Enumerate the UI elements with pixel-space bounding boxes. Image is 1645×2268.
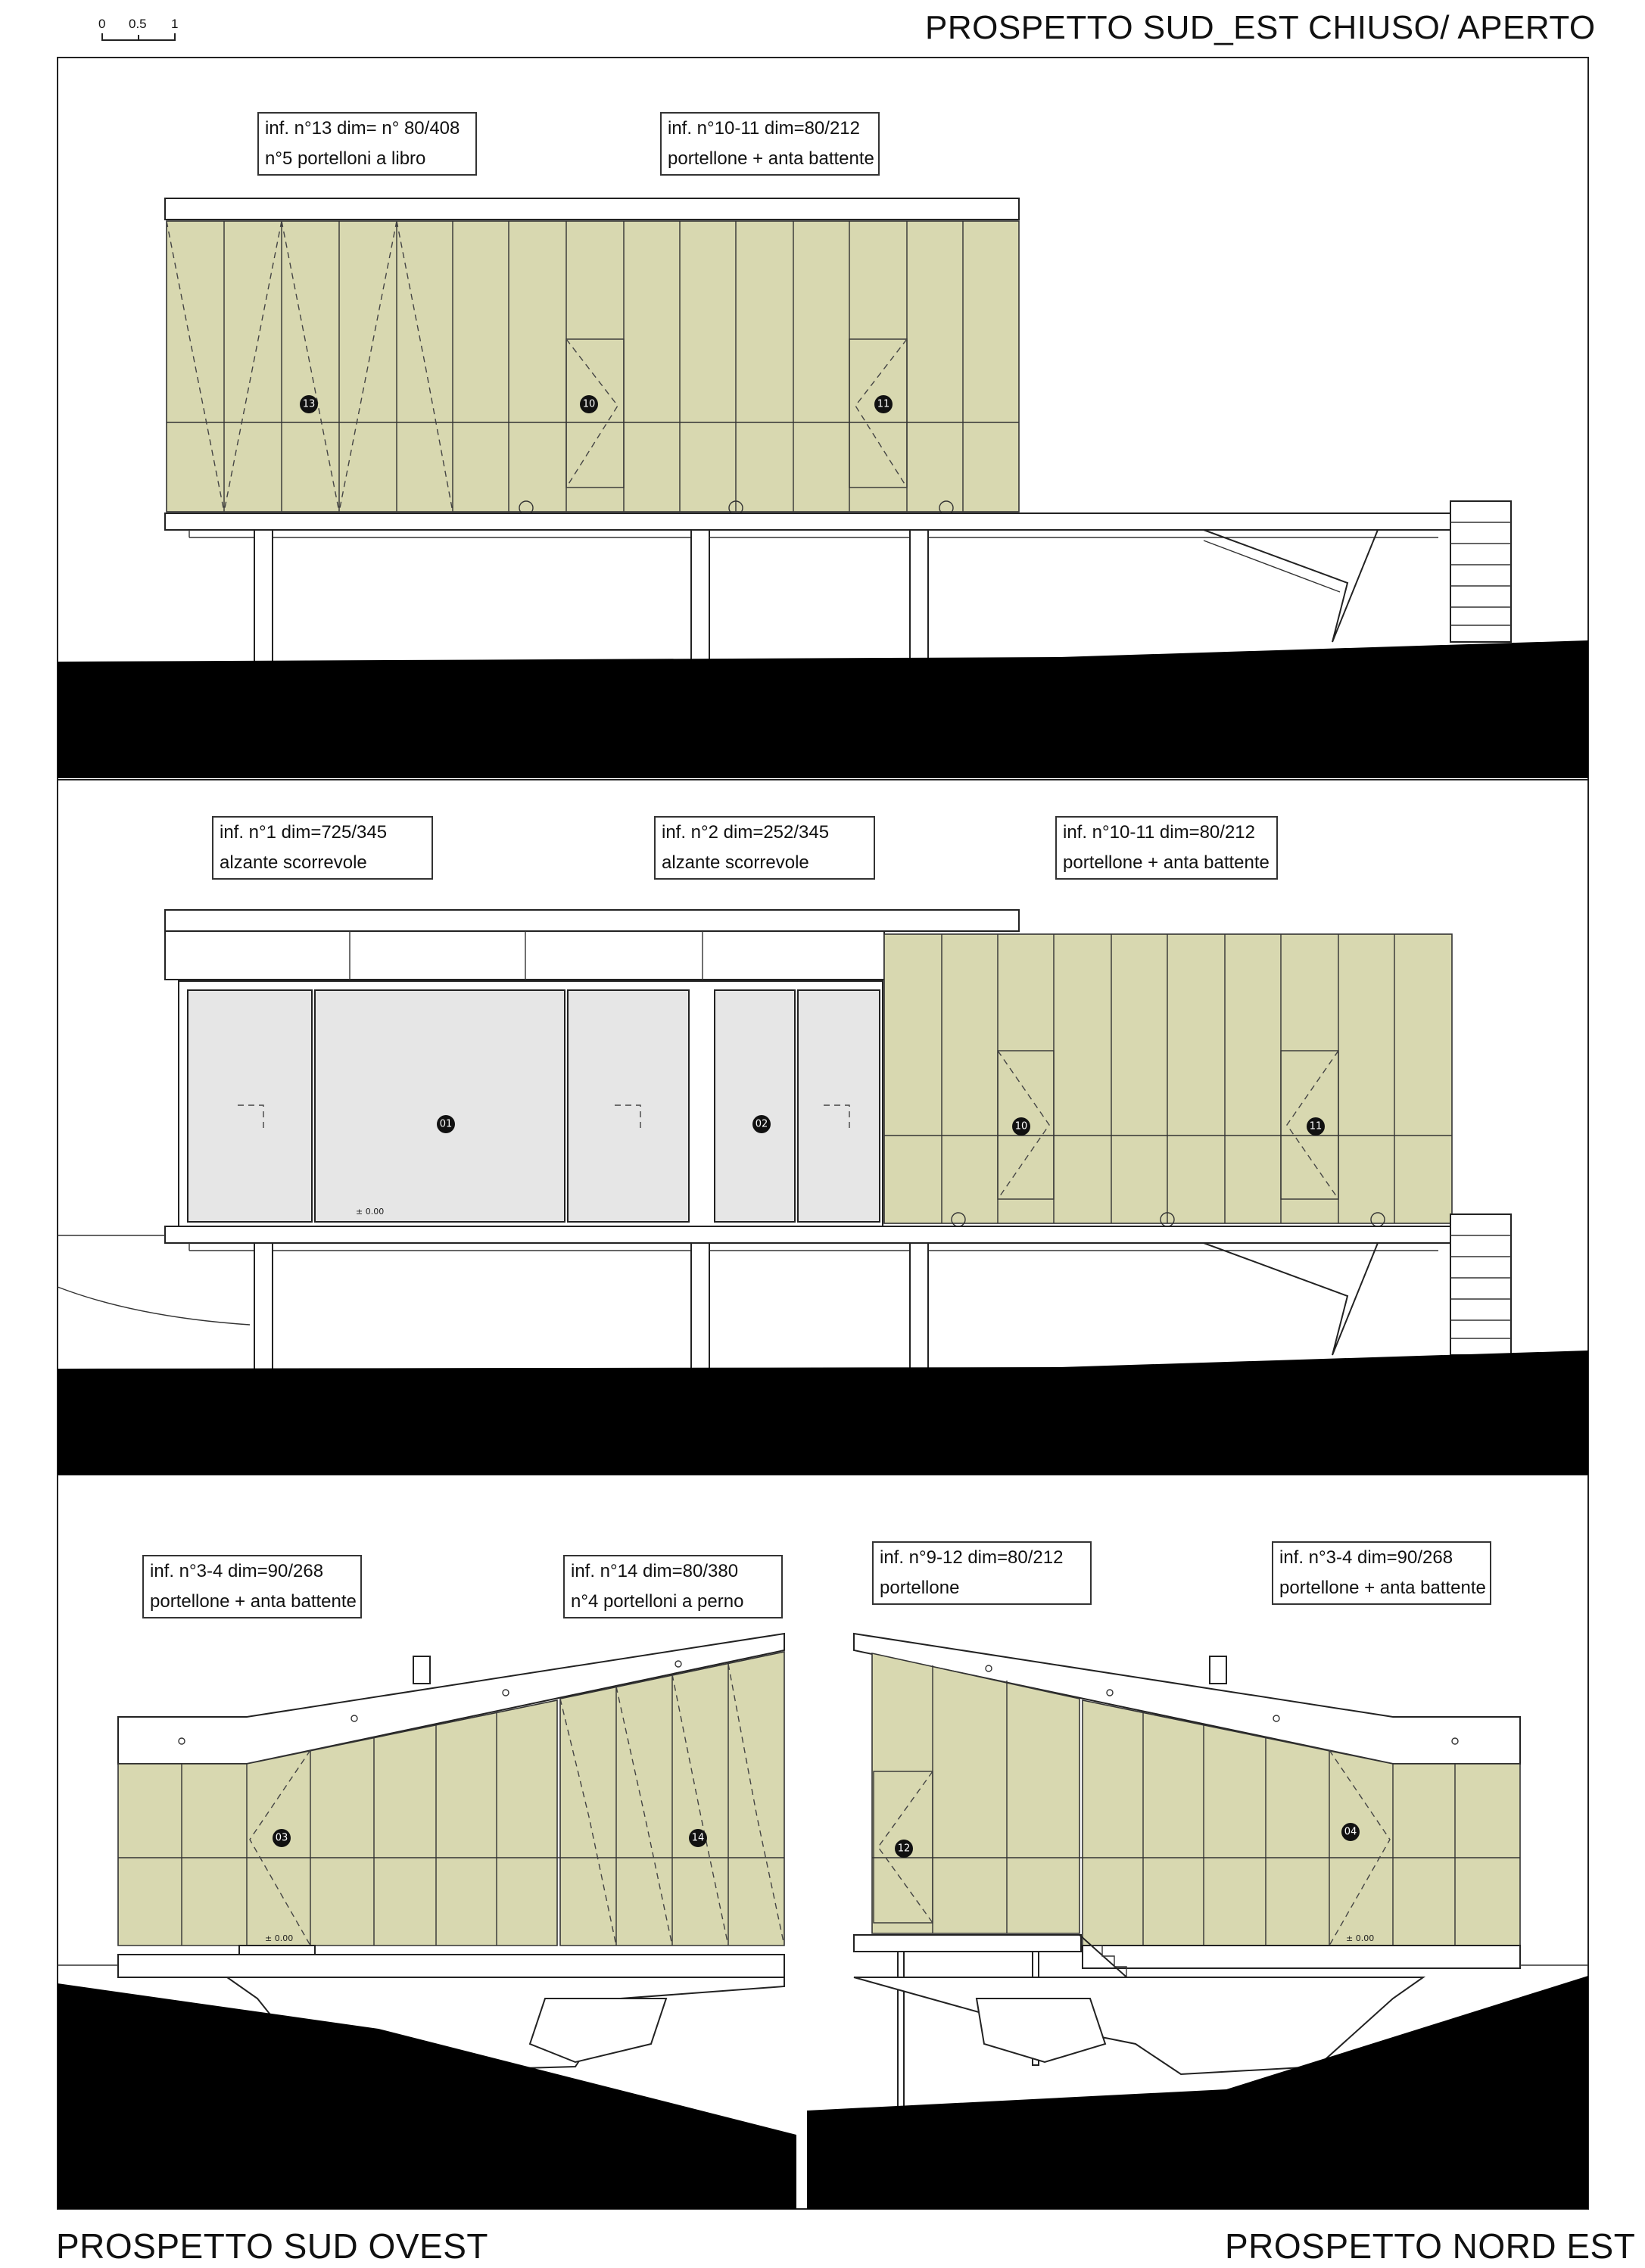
label-line: inf. n°1 dim=725/345 xyxy=(220,822,388,843)
label-line: portellone + anta battente xyxy=(1063,852,1270,873)
marker-14-text: 14 xyxy=(691,1832,705,1844)
label-line: alzante scorrevole xyxy=(662,852,809,873)
glass-pane xyxy=(568,990,689,1222)
marker-11-text: 11 xyxy=(877,398,890,410)
label-inf-14 xyxy=(563,1555,783,1618)
level-mark: ± 0.00 xyxy=(1346,1933,1375,1943)
level-mark: ± 0.00 xyxy=(356,1207,385,1217)
elevation-nord-est xyxy=(807,1634,1588,2209)
marker-10 xyxy=(580,395,598,413)
sheet-title-bottom-left: PROSPETTO SUD OVEST xyxy=(56,2226,488,2266)
fascia xyxy=(165,931,884,980)
label-inf-10-11b xyxy=(1055,816,1278,880)
label-line: inf. n°3-4 dim=90/268 xyxy=(150,1561,324,1581)
foundation-void xyxy=(977,1999,1105,2062)
label-inf-9-12 xyxy=(872,1541,1092,1605)
scale-label-1: 1 xyxy=(171,17,179,31)
marker-03-text: 03 xyxy=(275,1832,288,1844)
label-line: inf. n°9-12 dim=80/212 xyxy=(880,1547,1064,1568)
deck xyxy=(854,1935,1081,1952)
roof-edge xyxy=(165,198,1019,220)
glass-pane xyxy=(798,990,880,1222)
cladding-panels-open xyxy=(884,934,1452,1226)
pillar xyxy=(910,1243,928,1370)
deck xyxy=(165,1226,1452,1243)
scale-label-half: 0.5 xyxy=(129,17,147,31)
post xyxy=(898,1952,904,2111)
marker-12-text: 12 xyxy=(897,1843,911,1855)
label-inf-13 xyxy=(257,112,477,176)
deck xyxy=(1083,1946,1520,1968)
pillar xyxy=(254,530,273,663)
label-line: n°5 portelloni a libro xyxy=(265,148,426,169)
label-line: inf. n°13 dim= n° 80/408 xyxy=(265,118,460,139)
label-inf-3-4b xyxy=(1272,1541,1491,1605)
marker-10-text: 10 xyxy=(582,398,596,410)
glass-pane xyxy=(188,990,312,1222)
label-inf-2 xyxy=(654,816,875,880)
foundation-void xyxy=(530,1999,666,2062)
marker-10b xyxy=(1012,1117,1030,1136)
glass-pane xyxy=(315,990,565,1222)
label-inf-10-11 xyxy=(660,112,880,176)
pillar xyxy=(254,1243,273,1370)
sill xyxy=(239,1946,315,1955)
label-inf-1 xyxy=(212,816,433,880)
label-line: inf. n°3-4 dim=90/268 xyxy=(1279,1547,1453,1568)
label-line: inf. n°10-11 dim=80/212 xyxy=(1063,822,1255,843)
label-line: portellone xyxy=(880,1578,960,1598)
marker-02 xyxy=(752,1115,771,1133)
terrain-curve xyxy=(58,1287,250,1325)
sheet-title-bottom-right: PROSPETTO NORD EST xyxy=(1225,2226,1636,2266)
pillar xyxy=(691,1243,709,1370)
label-line: portellone + anta battente xyxy=(1279,1578,1486,1598)
label-inf-3-4 xyxy=(142,1555,362,1618)
scale-label-0: 0 xyxy=(98,17,106,31)
level-mark: ± 0.00 xyxy=(265,1933,294,1943)
marker-01 xyxy=(437,1115,455,1133)
brace xyxy=(1204,1243,1378,1355)
brace xyxy=(1204,530,1378,642)
marker-11 xyxy=(874,395,893,413)
deck xyxy=(118,1955,784,1977)
ground xyxy=(58,1351,1588,1475)
marker-14 xyxy=(689,1829,707,1847)
label-line: alzante scorrevole xyxy=(220,852,367,873)
label-line: n°4 portelloni a perno xyxy=(571,1591,744,1612)
elevation-sud-ovest xyxy=(58,1634,796,2209)
marker-13 xyxy=(300,395,318,413)
cladding-panels xyxy=(167,221,1019,515)
ground xyxy=(58,640,1588,778)
label-line: inf. n°14 dim=80/380 xyxy=(571,1561,739,1581)
marker-04-text: 04 xyxy=(1344,1826,1357,1838)
label-line: portellone + anta battente xyxy=(668,148,874,169)
marker-03 xyxy=(273,1829,291,1847)
pillar xyxy=(691,530,709,663)
elevation-sud-est-open xyxy=(58,910,1588,1475)
sheet-title-top: PROSPETTO SUD_EST CHIUSO/ APERTO xyxy=(925,9,1596,46)
chimney xyxy=(413,1656,430,1684)
label-line: inf. n°10-11 dim=80/212 xyxy=(668,118,860,139)
marker-13-text: 13 xyxy=(302,398,316,410)
marker-12 xyxy=(895,1840,913,1858)
marker-10b-text: 10 xyxy=(1014,1120,1028,1132)
label-line: portellone + anta battente xyxy=(150,1591,357,1612)
label-line: inf. n°2 dim=252/345 xyxy=(662,822,830,843)
glass-pane xyxy=(715,990,795,1222)
marker-02-text: 02 xyxy=(755,1118,768,1130)
pillar xyxy=(910,530,928,663)
marker-11b xyxy=(1307,1117,1325,1136)
marker-01-text: 01 xyxy=(439,1118,453,1130)
deck xyxy=(165,513,1452,530)
elevation-sud-est-closed xyxy=(58,198,1588,778)
marker-11b-text: 11 xyxy=(1309,1120,1323,1132)
marker-04 xyxy=(1341,1823,1360,1841)
chimney xyxy=(1210,1656,1226,1684)
roof-edge xyxy=(165,910,1019,931)
